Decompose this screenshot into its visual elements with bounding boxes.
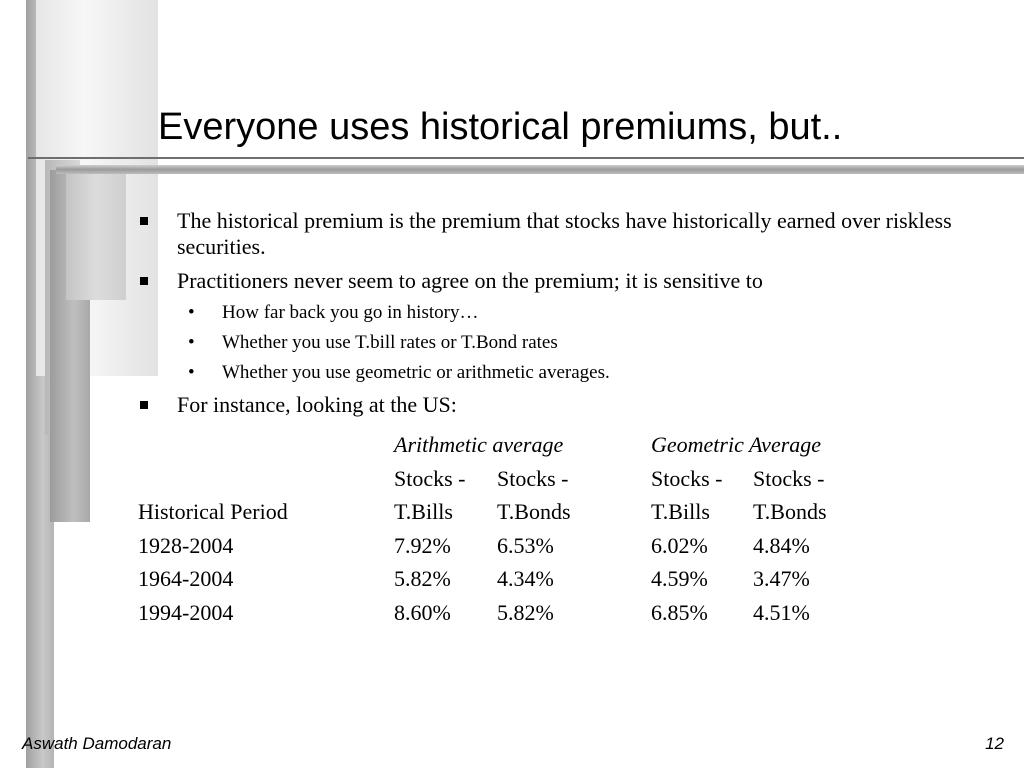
footer-author: Aswath Damodaran (22, 734, 172, 753)
title-divider (28, 157, 1024, 159)
square-bullet-icon (140, 277, 148, 285)
bullet-item (138, 268, 978, 294)
table-header-row (138, 462, 873, 496)
bullet-item (138, 392, 978, 418)
table-header-cell: T.Bonds (753, 499, 827, 525)
table-header-cell: Stocks - (394, 465, 466, 491)
title-underline-bar (56, 165, 1024, 174)
table-group-header: Geometric Average (651, 432, 822, 457)
table-header-cell: T.Bills (394, 499, 453, 525)
bullet-item (138, 208, 978, 260)
table-header-row (138, 495, 873, 529)
table-group-header-row (138, 428, 873, 462)
table-header-cell: Stocks - (497, 465, 569, 491)
table-header-cell: T.Bills (651, 499, 710, 525)
dot-bullet-icon: • (188, 362, 195, 383)
square-bullet-icon (140, 401, 148, 409)
square-bullet-icon (140, 217, 148, 225)
bullet-text: For instance, looking at the US: (177, 392, 457, 417)
table-cell: 4.84% (753, 532, 810, 558)
table-cell: 4.34% (497, 566, 554, 592)
table-header-cell: Historical Period (138, 499, 288, 525)
sub-bullet-item (138, 302, 978, 324)
table-cell: 5.82% (394, 566, 451, 592)
table-cell: 5.82% (497, 599, 554, 625)
sub-bullet-item (138, 332, 978, 354)
table-header-cell: Stocks - (753, 465, 825, 491)
premium-table (138, 428, 873, 630)
table-row (138, 596, 873, 630)
bullet-list (138, 208, 978, 426)
footer-page-number: 12 (985, 734, 1004, 753)
table-cell: 1928-2004 (138, 532, 234, 558)
table-cell: 4.51% (753, 599, 810, 625)
bullet-text: The historical premium is the premium that stocks have historically earned over riskless securities. (177, 208, 952, 259)
table-cell: 1994-2004 (138, 599, 234, 625)
sub-bullet-item (138, 362, 978, 384)
table-header-cell: T.Bonds (497, 499, 571, 525)
table-cell: 6.53% (497, 532, 554, 558)
dot-bullet-icon: • (188, 332, 195, 353)
table-cell: 6.02% (651, 532, 708, 558)
dot-bullet-icon: • (188, 302, 195, 323)
bullet-text: Practitioners never seem to agree on the premium; it is sensitive to (177, 268, 763, 293)
table-group-header: Arithmetic average (394, 432, 564, 457)
table-cell: 8.60% (394, 599, 451, 625)
table-cell: 1964-2004 (138, 566, 234, 592)
table-row (138, 529, 873, 563)
table-cell: 4.59% (651, 566, 708, 592)
decorative-bar (66, 173, 126, 300)
sub-bullet-text: How far back you go in history… (222, 302, 479, 323)
sub-bullet-text: Whether you use T.bill rates or T.Bond rates (222, 332, 558, 353)
table-cell: 6.85% (651, 599, 708, 625)
table-row (138, 562, 873, 596)
sub-bullet-text: Whether you use geometric or arithmetic averages. (222, 362, 610, 383)
table-header-cell: Stocks - (651, 465, 723, 491)
table-cell: 3.47% (753, 566, 810, 592)
table-cell: 7.92% (394, 532, 451, 558)
slide-title: Everyone uses historical premiums, but.. (158, 106, 843, 148)
